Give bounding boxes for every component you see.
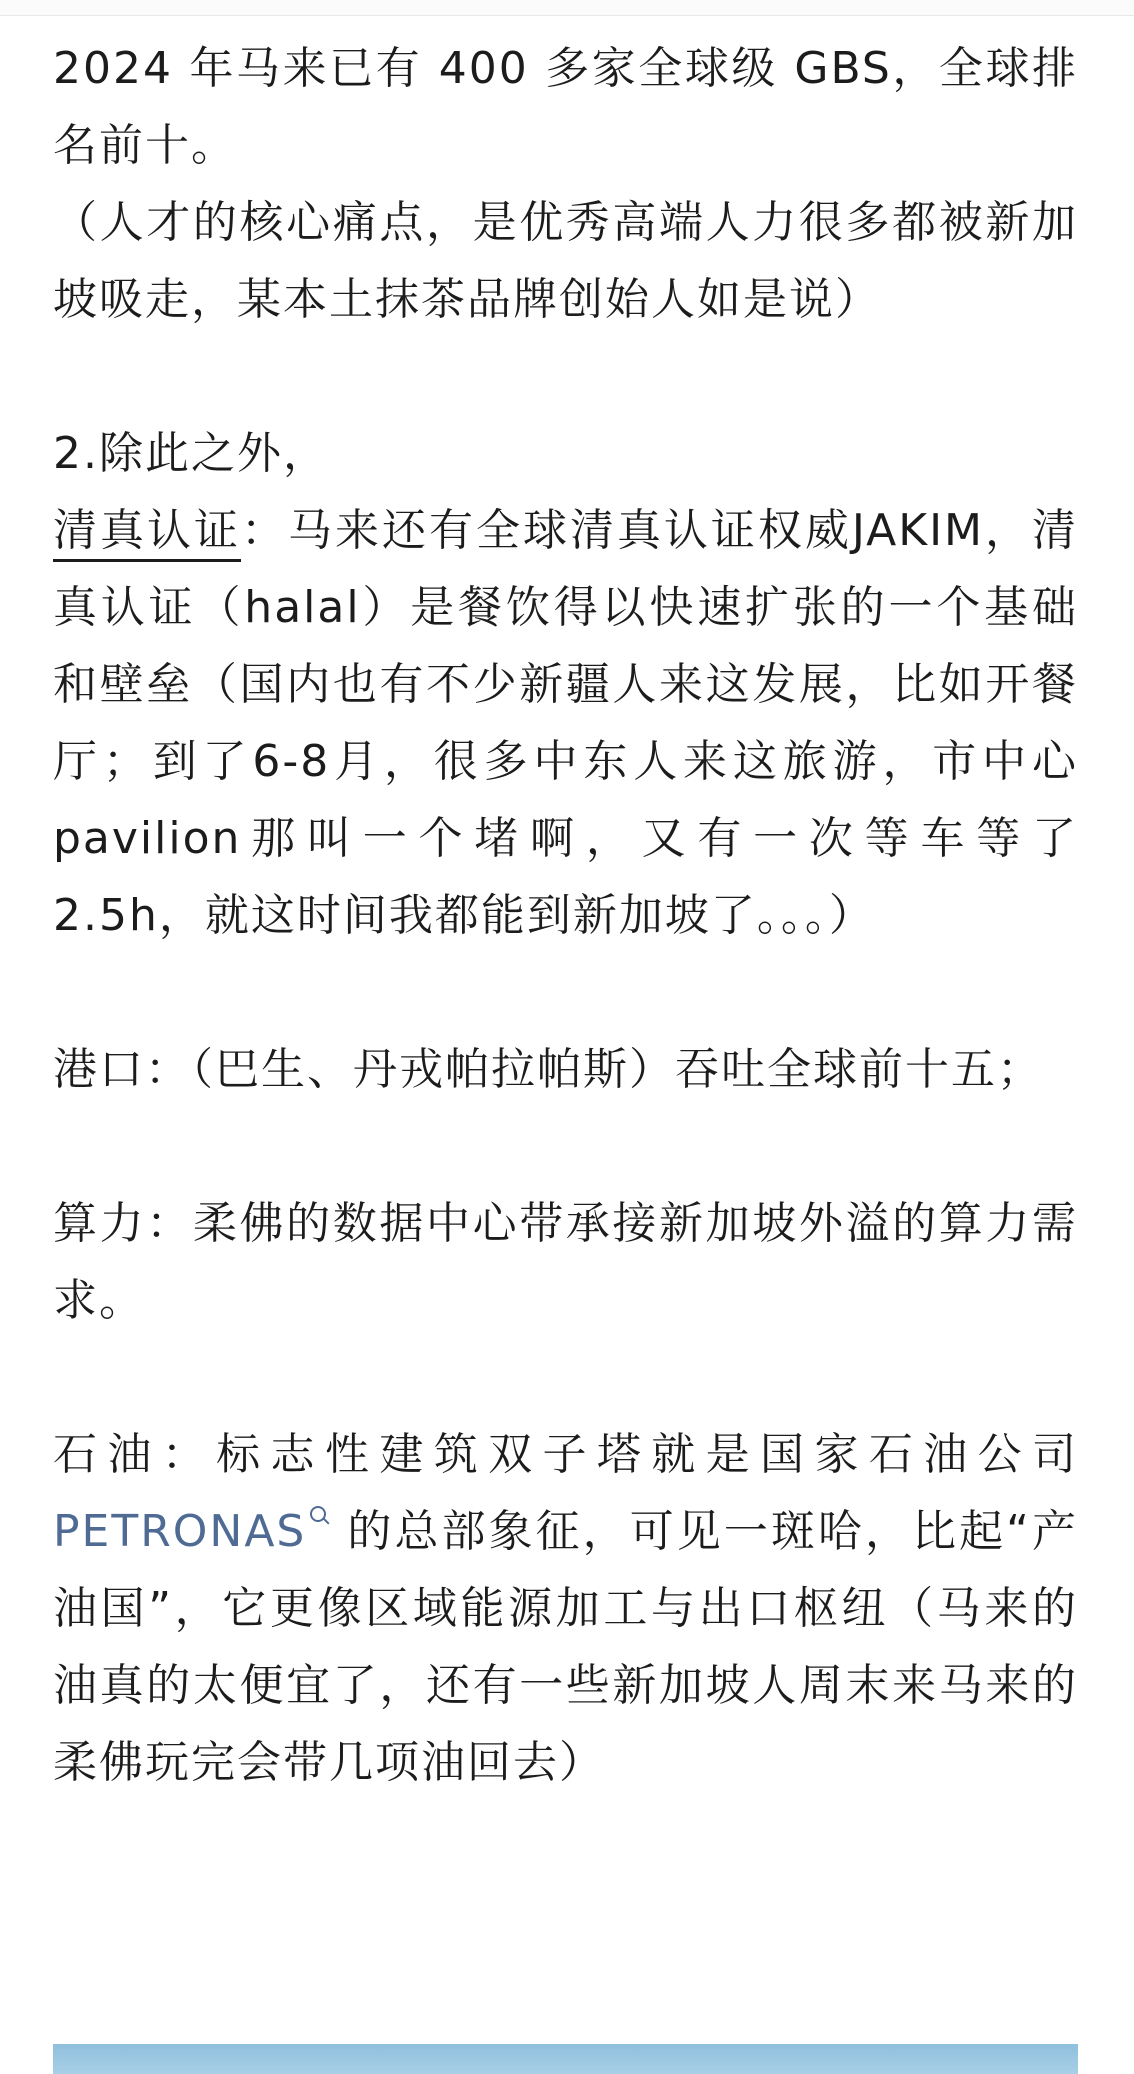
oil-suffix: 的总部象征，可见一斑哈，比起“产油国”，它更像区域能源加工与出口枢纽（马来的油真的太便宜了，还有一些新加坡人周末来马来的柔佛玩完会带几项油回去） [53, 1506, 1078, 1788]
blank-line [53, 338, 1078, 415]
search-icon[interactable] [310, 1506, 326, 1522]
paragraph-halal [53, 492, 1078, 954]
paragraph-oil [53, 1416, 1078, 1801]
paragraph-gbs: 2024 年马来已有 400 多家全球级 GBS，全球排名前十。 [53, 43, 1078, 171]
halal-text: ：马来还有全球清真认证权威JAKIM，清真认证（halal）是餐饮得以快速扩张的一个基础和壁垒（国内也有不少新疆人来这发展，比如开餐厅；到了6-8月，很多中东人来这旅游，市中心pavilion那叫一个堵啊，又有一次等车等了2.5h，就这时间我都能到新加坡了。。。） [53, 505, 1078, 941]
halal-term: 清真认证 [53, 505, 241, 562]
paragraph-compute: 算力：柔佛的数据中心带承接新加坡外溢的算力需求。 [53, 1198, 1078, 1326]
paragraph-talent: （人才的核心痛点，是优秀高端人力很多都被新加坡吸走，某本土抹茶品牌创始人如是说） [53, 197, 1078, 325]
article-body [53, 30, 1078, 1801]
paragraph-port: 港口：（巴生、丹戎帕拉帕斯）吞吐全球前十五； [53, 1044, 1043, 1095]
blank-line [53, 954, 1078, 1031]
paragraph-besides: 2.除此之外， [53, 428, 329, 479]
blank-line [53, 1108, 1078, 1185]
top-divider [0, 0, 1134, 16]
oil-prefix: 石油：标志性建筑双子塔就是国家石油公司 [53, 1429, 1078, 1480]
blank-line [53, 1339, 1078, 1416]
image-preview [53, 2044, 1078, 2074]
petronas-link[interactable]: PETRONAS [53, 1506, 307, 1557]
